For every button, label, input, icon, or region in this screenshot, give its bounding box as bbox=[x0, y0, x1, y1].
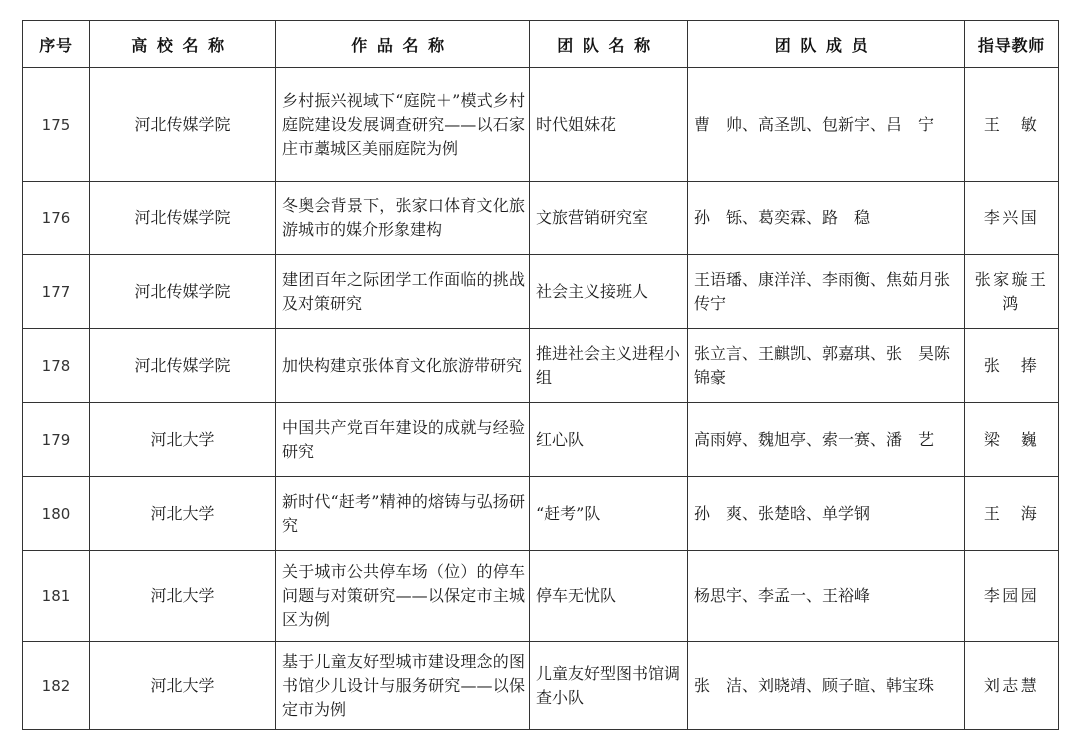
cell-members: 张 洁、刘晓靖、顾子暄、韩宝珠 bbox=[688, 642, 965, 730]
header-members: 团队成员 bbox=[688, 21, 965, 68]
cell-teacher: 刘志慧 bbox=[965, 642, 1059, 730]
cell-team: 红心队 bbox=[530, 403, 688, 477]
cell-num: 176 bbox=[23, 182, 90, 255]
cell-teacher: 梁 巍 bbox=[965, 403, 1059, 477]
cell-teacher: 王 海 bbox=[965, 477, 1059, 551]
cell-team: 时代姐妹花 bbox=[530, 68, 688, 182]
cell-work: 关于城市公共停车场（位）的停车问题与对策研究——以保定市主城区为例 bbox=[276, 551, 530, 642]
cell-team: 推进社会主义进程小组 bbox=[530, 329, 688, 403]
cell-num: 179 bbox=[23, 403, 90, 477]
header-team: 团队名称 bbox=[530, 21, 688, 68]
cell-school: 河北传媒学院 bbox=[90, 329, 276, 403]
cell-work: 冬奥会背景下，张家口体育文化旅游城市的媒介形象建构 bbox=[276, 182, 530, 255]
cell-work: 加快构建京张体育文化旅游带研究 bbox=[276, 329, 530, 403]
cell-teacher: 张家璇王 鸿 bbox=[965, 255, 1059, 329]
award-table bbox=[22, 20, 1067, 730]
cell-team: 停车无忧队 bbox=[530, 551, 688, 642]
cell-num: 180 bbox=[23, 477, 90, 551]
cell-team: 文旅营销研究室 bbox=[530, 182, 688, 255]
cell-teacher: 王 敏 bbox=[965, 68, 1059, 182]
cell-num: 177 bbox=[23, 255, 90, 329]
cell-school: 河北大学 bbox=[90, 642, 276, 730]
cell-work: 中国共产党百年建设的成就与经验研究 bbox=[276, 403, 530, 477]
header-teacher: 指导教师 bbox=[965, 21, 1059, 68]
cell-school: 河北传媒学院 bbox=[90, 255, 276, 329]
cell-team: 社会主义接班人 bbox=[530, 255, 688, 329]
cell-work: 建团百年之际团学工作面临的挑战及对策研究 bbox=[276, 255, 530, 329]
table-row bbox=[23, 255, 1059, 329]
cell-members: 曹 帅、高圣凯、包新宇、吕 宁 bbox=[688, 68, 965, 182]
cell-members: 高雨婷、魏旭亭、索一赛、潘 艺 bbox=[688, 403, 965, 477]
cell-members: 孙 铄、葛奕霖、路 稳 bbox=[688, 182, 965, 255]
cell-school: 河北传媒学院 bbox=[90, 182, 276, 255]
table-row bbox=[23, 551, 1059, 642]
table-header-row bbox=[23, 21, 1059, 68]
award-list-sheet bbox=[22, 20, 1067, 730]
cell-school: 河北大学 bbox=[90, 477, 276, 551]
cell-work: 新时代“赶考”精神的熔铸与弘扬研究 bbox=[276, 477, 530, 551]
cell-members: 孙 爽、张楚晗、单学钢 bbox=[688, 477, 965, 551]
table-row bbox=[23, 182, 1059, 255]
cell-work: 乡村振兴视域下“庭院＋”模式乡村庭院建设发展调查研究——以石家庄市藁城区美丽庭院为例 bbox=[276, 68, 530, 182]
header-school: 高校名称 bbox=[90, 21, 276, 68]
cell-work: 基于儿童友好型城市建设理念的图书馆少儿设计与服务研究——以保定市为例 bbox=[276, 642, 530, 730]
cell-members: 杨思宇、李孟一、王裕峰 bbox=[688, 551, 965, 642]
table-row bbox=[23, 68, 1059, 182]
cell-teacher: 李兴国 bbox=[965, 182, 1059, 255]
cell-members: 王语璠、康洋洋、李雨衡、焦茹月张传宁 bbox=[688, 255, 965, 329]
table-row bbox=[23, 329, 1059, 403]
header-num: 序号 bbox=[23, 21, 90, 68]
cell-num: 175 bbox=[23, 68, 90, 182]
cell-num: 178 bbox=[23, 329, 90, 403]
cell-school: 河北大学 bbox=[90, 551, 276, 642]
cell-members: 张立言、王麒凯、郭嘉琪、张 昊陈锦豪 bbox=[688, 329, 965, 403]
table-row bbox=[23, 642, 1059, 730]
cell-teacher: 张 捧 bbox=[965, 329, 1059, 403]
cell-school: 河北传媒学院 bbox=[90, 68, 276, 182]
cell-num: 181 bbox=[23, 551, 90, 642]
table-row bbox=[23, 403, 1059, 477]
header-work: 作品名称 bbox=[276, 21, 530, 68]
cell-num: 182 bbox=[23, 642, 90, 730]
cell-teacher: 李园园 bbox=[965, 551, 1059, 642]
cell-team: “赶考”队 bbox=[530, 477, 688, 551]
table-row bbox=[23, 477, 1059, 551]
cell-school: 河北大学 bbox=[90, 403, 276, 477]
cell-team: 儿童友好型图书馆调查小队 bbox=[530, 642, 688, 730]
